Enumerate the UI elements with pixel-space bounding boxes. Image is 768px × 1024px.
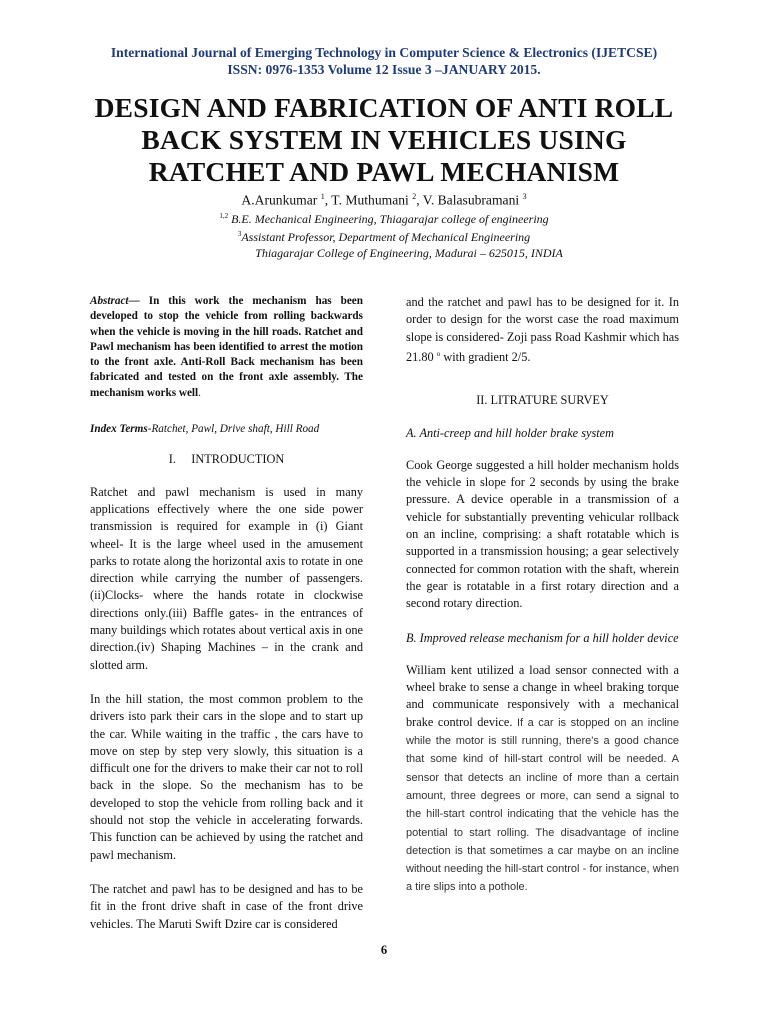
title-line: RATCHET AND PAWL MECHANISM <box>148 156 620 187</box>
affiliation-line <box>0 225 768 246</box>
paragraph-text: If a car is stopped on an incline while the motor is still running, there's a good chance that some kind of hill-start control will be needed. A sensor that detects an incline of more than a certain amount, three degrees or more, can send a signal to the hill-start control indicating that the vehicle has the potential to start rolling. The disadvantage of incline detection is that sometimes a car maybe on an incline without needing the hill-start control - for instance, when a tire slips into a pothole. <box>406 716 679 894</box>
index-terms-text: -Ratchet, Pawl, Drive shaft, Hill Road <box>147 423 320 436</box>
affiliation-line: Thiagarajar College of Engineering, Madurai – 625015, INDIA <box>255 246 563 260</box>
affiliation-text: Assistant Professor, Department of Mechanical Engineering <box>241 230 531 244</box>
journal-issue: ISSN: 0976-1353 Volume 12 Issue 3 –JANUARY 2015. <box>227 62 541 77</box>
page-number: 6 <box>380 943 388 957</box>
affiliation-mark: 1,2 <box>219 212 229 220</box>
index-terms-label: Index Terms <box>90 423 148 436</box>
affiliation-mark: 3 <box>237 230 242 238</box>
affiliation-text: B.E. Mechanical Engineering, Thiagarajar college of engineering <box>231 212 549 226</box>
paragraph: In the hill station, the most common problem to the drivers isto park their cars in the slope and to start up the car. While waiting in the traffic , the cars have to move on step by step very slowly, this situation is a difficult one for the drivers to make their car not to roll back in the slope. So the mechanism has to be developed to stop the vehicle from rolling back and it should not stop the vehicle in accelerating forwards. This function can be achieved by using the ratchet and pawl mechanism. <box>90 691 363 862</box>
subsection-heading: B. Improved release mechanism for a hill holder device <box>406 630 679 645</box>
author-name: , T. Muthumani <box>324 192 409 208</box>
title-line: BACK SYSTEM IN VEHICLES USING <box>141 124 627 155</box>
paragraph <box>406 294 679 366</box>
paragraph-text: and the ratchet and pawl has to be designed for it. In order to design for the worst case the road maximum slope is considered- Zoji pass Road Kashmir which has 21.80 <box>406 295 679 364</box>
paragraph: Cook George suggested a hill holder mechanism holds the vehicle in slope for 2 seconds by using the brake pressure. A device operable in a transmission of a vehicle for substantially preventing vehicular rollback on an incline, comprising: a shaft rotatable which is supported in a transmission housing; a gear selectively connected for common rotation with the shaft, wherein the gear is rotatable in a first rotary direction and a second rotary direction. <box>406 457 679 611</box>
abstract <box>90 294 363 401</box>
paper-title <box>60 92 708 188</box>
section-heading-introduction: I. INTRODUCTION <box>168 452 285 467</box>
author-name: A.Arunkumar <box>241 192 318 208</box>
paragraph: Ratchet and pawl mechanism is used in many applications effectively where the one side power transmission is required for example in (i) Giant wheel- It is the large wheel used in the amusement parks to rotate along the horizontal axis to rotate in one direction while carrying the number of passengers. (ii)Clocks- where the hands rotate in clockwise directions only.(iii) Baffle gates- in the entrances of many buildings which rotates about vertical axis in one direction.(iv) Shaping Machines – in the crank and slotted arm. <box>90 484 363 672</box>
abstract-label: Abstract <box>90 295 129 307</box>
author-mark: 3 <box>522 192 527 201</box>
subsection-heading: A. Anti-creep and hill holder brake system <box>406 425 614 440</box>
degree-mark: o <box>436 349 441 358</box>
paragraph <box>406 662 679 897</box>
title-line: DESIGN AND FABRICATION OF ANTI ROLL <box>94 92 674 123</box>
abstract-text: In this work the mechanism has been developed to stop the vehicle from rolling backwards when the vehicle is moving in the hill roads. Ratchet and Pawl mechanism has been identified to arrest the motion to the front axle. Anti-Roll Back mechanism has been fabricated and tested on the front axle assembly. The mechanism works well <box>90 295 363 399</box>
journal-name: International Journal of Emerging Technology in Computer Science & Electronics (IJETCSE) <box>110 45 658 60</box>
journal-header <box>0 44 768 78</box>
author-mark: 1 <box>320 192 325 201</box>
author-name: , V. Balasubramani <box>416 192 520 208</box>
right-column <box>406 294 679 914</box>
abstract-dash: — <box>128 295 149 307</box>
left-column <box>90 294 363 950</box>
author-mark: 2 <box>412 192 417 201</box>
section-heading-literature-survey: II. LITRATURE SURVEY <box>476 393 609 408</box>
paragraph: The ratchet and pawl has to be designed and has to be fit in the front drive shaft in case of the front drive vehicles. The Maruti Swift Dzire car is considered <box>90 881 363 931</box>
paragraph-text: with gradient 2/5. <box>440 349 531 364</box>
abstract-end: . <box>198 386 201 399</box>
paragraph-text: William kent utilized a load sensor connected with a wheel brake to sense a change in wheel braking torque and communicate responsively with a mechanical brake control device. <box>406 662 679 729</box>
index-terms <box>90 421 363 438</box>
